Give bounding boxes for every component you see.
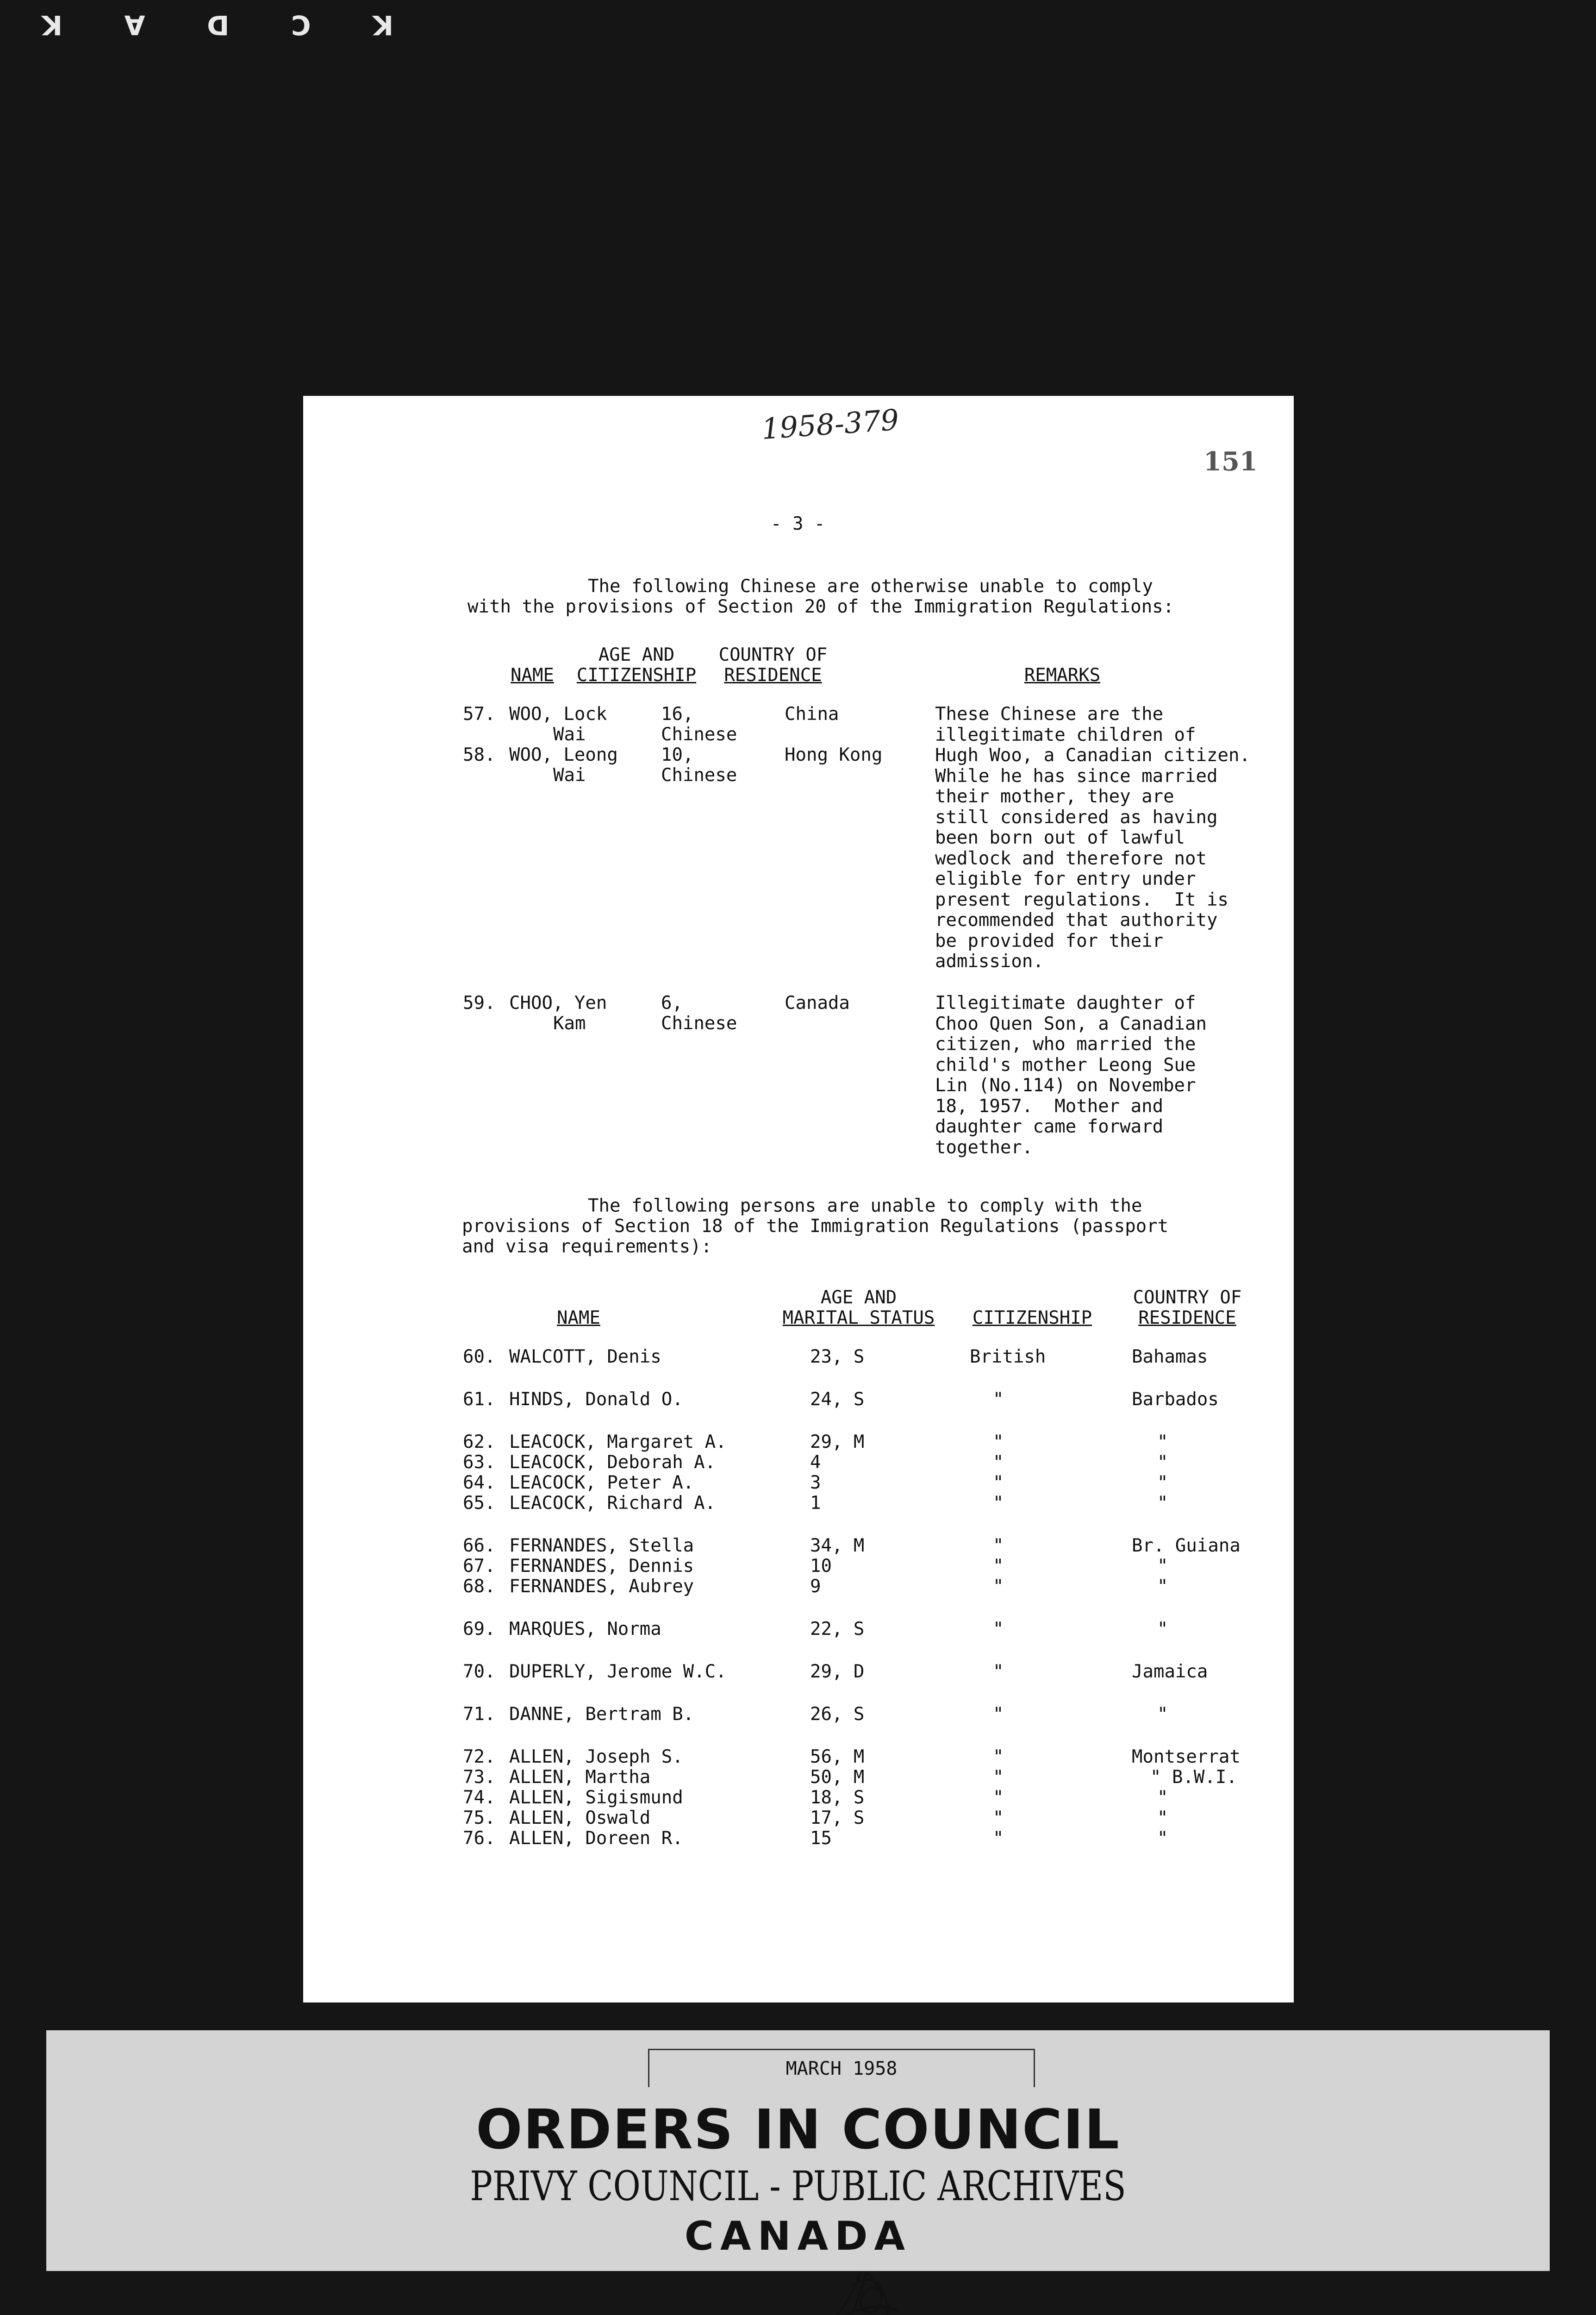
table-cell-age: 18, S [810, 1787, 865, 1808]
table-cell-country: " [1157, 1828, 1168, 1849]
section2-intro-line3: and visa requirements): [462, 1236, 712, 1257]
table-cell-cit: " [993, 1828, 1004, 1849]
table-cell-name: ALLEN, Doreen R. [509, 1828, 683, 1849]
table-cell-country: " [1157, 1452, 1168, 1473]
header2-age-line1: AGE AND [820, 1287, 897, 1308]
table-cell-country: Bahamas [1132, 1346, 1208, 1367]
table-cell-cit: " [993, 1704, 1004, 1725]
table-cell-name: ALLEN, Sigismund [509, 1787, 683, 1808]
table-cell-num: 70. [463, 1661, 496, 1682]
remarks-choo: Illegitimate daughter of Choo Quen Son, a Canadian citizen, who married the child's mother Leong Sue Lin (No.114) on November 18, 1957. Mother and daughter came forward together. [935, 993, 1207, 1158]
table-cell-age: 15 [810, 1828, 832, 1849]
table-cell-name: LEACOCK, Richard A. [509, 1493, 716, 1514]
table-cell-country: " [1157, 1808, 1168, 1828]
table-cell-name: FERNANDES, Aubrey [509, 1576, 694, 1597]
table-cell-country: " B.W.I. [1150, 1767, 1237, 1788]
header-age-line2: CITIZENSHIP [576, 665, 697, 686]
table-cell-country: " [1157, 1472, 1168, 1493]
table-cell-name: LEACOCK, Deborah A. [509, 1452, 716, 1473]
table-cell-age: 4 [810, 1452, 821, 1473]
table-cell-age: 10 [810, 1556, 832, 1577]
table-cell-cit: " [993, 1576, 1004, 1597]
table-cell-num: 74. [463, 1787, 496, 1808]
table-cell-name: ALLEN, Martha [509, 1767, 651, 1788]
banner-country: CANADA [684, 2213, 912, 2259]
header-country-line2: RESIDENCE [724, 665, 822, 686]
table-cell-num: 67. [463, 1556, 496, 1577]
film-edge-code [42, 4, 393, 41]
table-cell-num: 62. [463, 1432, 496, 1452]
table-cell-country: Barbados [1132, 1389, 1219, 1410]
table-cell-name: FERNANDES, Dennis [509, 1556, 694, 1577]
table-cell-cit: " [993, 1556, 1004, 1577]
table-cell-cit: " [993, 1787, 1004, 1808]
header2-age-line2: MARITAL STATUS [782, 1308, 935, 1328]
film-code-letter: K [373, 9, 393, 41]
handwritten-reference: 1958-379 [760, 402, 900, 446]
document-page: 1958-379 151 - 3 - The following Chinese are otherwise unable to comply with the provisions of Section 20 of the Immigration Regulations: NAME AGE AND CITIZENSHIP COUNTRY OF RESIDENCE REMARKS 57. WOO, Lock Wai 16, Chinese China 58. WOO, Leong Wai 10, Chinese Hong Kong These Chinese are the illegitimate children of Hugh Woo, a Canadian citizen. While he has since married their mother, they are still considered as having been born out of lawful wedlock and therefore not eligible for entry under present regulations. It is recommended that authority be provided for their admission. 59. CHOO, Yen Kam 6, Chinese Canada Illegitimate daughter of Choo Quen Son, a Canadian citizen, who married the child's mother Leong Sue Lin (No.114) on November 18, 1957. Mother and daughter came forward together. The following persons are unable to comply with the provisions of Section 18 of the Immigration Regulations (passport and visa requirements): NAME AGE AND MARITAL STATUS CITIZENSHIP COUNTRY OF RESIDENCE 60. WALCOTT, Denis 23, S British Bahamas 61. HINDS, Donald O. 24, S " Barbados 62. LEACOCK, Margaret A. 29, M " " 63. LEACOCK, Deborah A. 4 " " 64. LEACOCK, Peter A. 3 " " 65. LEACOCK, Richard A. 1 " " 66. FERNANDES, Stella 34, M " Br. Guiana 67. FERNANDES, Dennis 10 " " 68. FERNANDES, Aubrey 9 " " 69. MARQUES, Norma 22, S " " 70. DUPERLY, Jerome W.C. 29, D " Jamaica 71. DANNE, Bertram B. 26, S " " 72. ALLEN, Joseph S. 56, M " Montserrat 73. ALLEN, Martha 50, M " " B.W.I. 74. ALLEN, Sigismund 18, S " " 75. ALLEN, Oswald 17, S " " 76. ALLEN, Doreen R. 15 " " [303, 396, 1294, 2002]
table-cell-age: 26, S [810, 1704, 865, 1725]
table-cell-country: " [1157, 1432, 1168, 1452]
header2-country-line2: RESIDENCE [1138, 1308, 1236, 1328]
film-code-letter: K [42, 9, 62, 41]
table-cell-country: " [1157, 1704, 1168, 1725]
film-code-letter: A [124, 9, 145, 41]
table-cell-num: 75. [463, 1808, 496, 1828]
table-cell-num: 64. [463, 1472, 496, 1493]
table-cell-country: Montserrat [1132, 1746, 1241, 1767]
header-name: NAME [511, 665, 554, 686]
table-cell-cit: " [993, 1619, 1004, 1639]
table-cell-name: MARQUES, Norma [509, 1619, 661, 1639]
table-cell-country: " [1157, 1576, 1168, 1597]
table-cell-country: " [1157, 1493, 1168, 1514]
banner-subtitle: PRIVY COUNCIL - PUBLIC ARCHIVES [470, 2162, 1126, 2210]
table-cell-name: LEACOCK, Peter A. [509, 1472, 694, 1493]
table-cell-age: 9 [810, 1576, 821, 1597]
table-cell-age: 17, S [810, 1808, 865, 1828]
table-cell-country: Jamaica [1132, 1661, 1208, 1682]
header-age-line1: AGE AND [598, 644, 675, 665]
table-cell-age: 3 [810, 1472, 821, 1493]
table-cell-num: 61. [463, 1389, 496, 1410]
table-cell-num: 63. [463, 1452, 496, 1473]
film-code-letter: C [291, 9, 311, 41]
table-cell-num: 73. [463, 1767, 496, 1788]
archive-banner [46, 2030, 1550, 2271]
table-cell-name: ALLEN, Joseph S. [509, 1746, 683, 1767]
page-marker: - 3 - [771, 513, 825, 534]
table-cell-cit: " [993, 1808, 1004, 1828]
table-cell-country: " [1157, 1556, 1168, 1577]
table-cell-num: 76. [463, 1828, 496, 1849]
header-remarks: REMARKS [1024, 665, 1101, 686]
table-cell-name: HINDS, Donald O. [509, 1389, 683, 1410]
table-cell-name: ALLEN, Oswald [509, 1808, 651, 1828]
section2-intro-line2: provisions of Section 18 of the Immigration Regulations (passport [462, 1216, 1169, 1237]
header2-name: NAME [557, 1308, 600, 1328]
table-cell-num: 69. [463, 1619, 496, 1639]
section2-intro-line1: The following persons are unable to comply with the [588, 1195, 1142, 1216]
section1-intro-line2: with the provisions of Section 20 of the Immigration Regulations: [468, 596, 1174, 617]
table-cell-num: 68. [463, 1576, 496, 1597]
table-cell-num: 60. [463, 1346, 496, 1367]
table-cell-name: LEACOCK, Margaret A. [509, 1432, 727, 1452]
header-country-line1: COUNTRY OF [718, 644, 828, 665]
table-cell-cit: British [970, 1346, 1046, 1367]
table-cell-num: 72. [463, 1746, 496, 1767]
date-box: MARCH 1958 [648, 2049, 1035, 2087]
header2-country-line1: COUNTRY OF [1133, 1287, 1242, 1308]
table-cell-country: " [1157, 1619, 1168, 1639]
table-cell-cit: " [993, 1432, 1004, 1452]
table-cell-name: FERNANDES, Stella [509, 1535, 694, 1556]
table-cell-age: 24, S [810, 1389, 865, 1410]
table-cell-cit: " [993, 1472, 1004, 1493]
table-cell-name: DUPERLY, Jerome W.C. [509, 1661, 727, 1682]
table-cell-cit: " [993, 1535, 1004, 1556]
table-cell-country: " [1157, 1787, 1168, 1808]
header2-citizenship: CITIZENSHIP [972, 1308, 1092, 1328]
table-cell-num: 66. [463, 1535, 496, 1556]
remarks-woo: These Chinese are the illegitimate children of Hugh Woo, a Canadian citizen. While he has since married their mother, they are still considered as having been born out of lawful wedlock and therefore not eligible for entry under present regulations. It is recommended that authority be provided for their admission. [935, 704, 1250, 972]
table-cell-age: 34, M [810, 1535, 865, 1556]
table-cell-cit: " [993, 1746, 1004, 1767]
table-cell-cit: " [993, 1389, 1004, 1410]
section1-intro-line1: The following Chinese are otherwise unable to comply [588, 576, 1153, 597]
table-cell-num: 71. [463, 1704, 496, 1725]
table-cell-cit: " [993, 1661, 1004, 1682]
table-cell-name: WALCOTT, Denis [509, 1346, 661, 1367]
table-cell-age: 29, D [810, 1661, 865, 1682]
table-cell-age: 23, S [810, 1346, 865, 1367]
film-code-letter: D [207, 9, 230, 41]
table-cell-cit: " [993, 1767, 1004, 1788]
table-cell-age: 50, M [810, 1767, 865, 1788]
table-cell-age: 22, S [810, 1619, 865, 1639]
table-cell-cit: " [993, 1493, 1004, 1514]
banner-title: ORDERS IN COUNCIL [476, 2097, 1120, 2161]
table-cell-cit: " [993, 1452, 1004, 1473]
table-cell-age: 29, M [810, 1432, 865, 1452]
page-stamp-number: 151 [1203, 446, 1258, 477]
table-cell-country: Br. Guiana [1132, 1535, 1241, 1556]
table-cell-name: DANNE, Bertram B. [509, 1704, 694, 1725]
table-cell-age: 1 [810, 1493, 821, 1514]
table-cell-num: 65. [463, 1493, 496, 1514]
table-cell-age: 56, M [810, 1746, 865, 1767]
